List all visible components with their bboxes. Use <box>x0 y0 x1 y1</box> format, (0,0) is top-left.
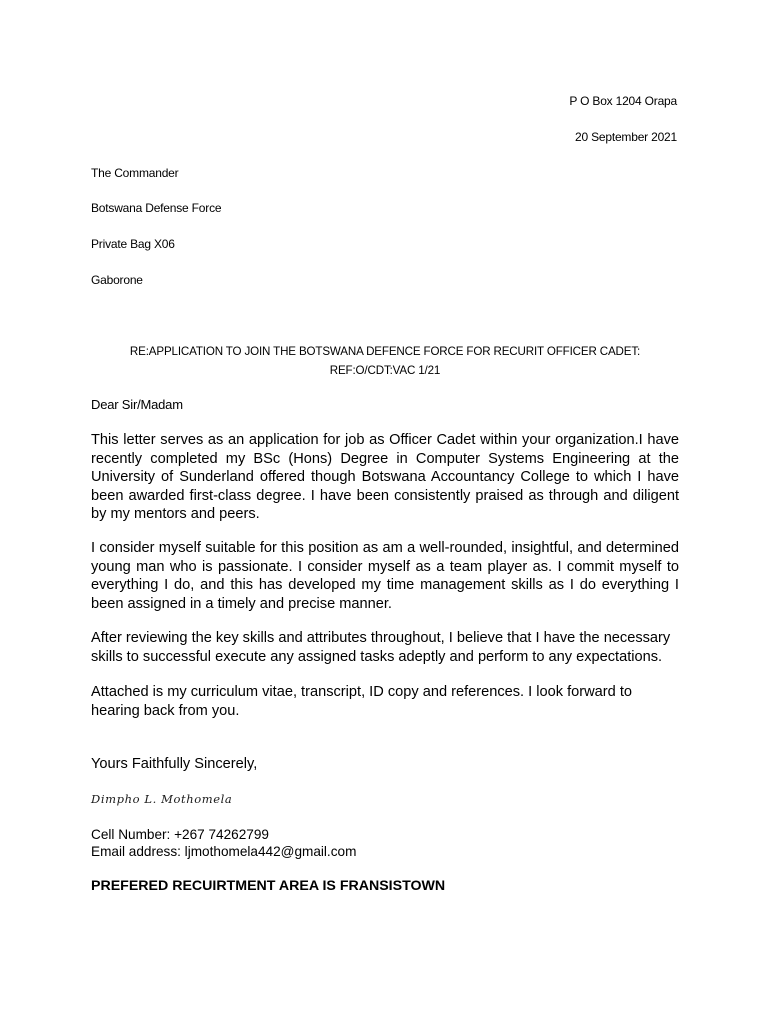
signature: Dimpho L. Mothomela <box>91 792 233 806</box>
subject-line <box>91 342 679 380</box>
closing: Yours Faithfully Sincerely, <box>91 756 258 772</box>
recipient-organization: Botswana Defense Force <box>91 201 222 215</box>
cell-number: Cell Number: +267 74262799 <box>91 827 269 842</box>
preferred-area-note: PREFERED RECUIRTMENT AREA IS FRANSISTOWN <box>91 878 446 894</box>
salutation: Dear Sir/Madam <box>91 397 183 412</box>
subject-line-1: RE:APPLICATION TO JOIN THE BOTSWANA DEFENCE FORCE FOR RECURIT OFFICER CADET: <box>129 345 641 358</box>
subject-line-2: REF:O/CDT:VAC 1/21 <box>329 364 441 377</box>
letter-date: 20 September 2021 <box>574 130 677 144</box>
paragraph-4: Attached is my curriculum vitae, transcript, ID copy and references. I look forward to hearing back from you. <box>91 684 632 719</box>
recipient-title: The Commander <box>91 166 179 180</box>
paragraph-1: This letter serves as an application for job as Officer Cadet within your organization.I have recently completed my BSc (Hons) Degree in Computer Systems Engineering at the University of Sunderland offered though Botswana Accountancy College to which I have been awarded first-class degree. I have been consistently praised as through and diligent by my mentors and peers. <box>91 432 679 523</box>
paragraph-2: I consider myself suitable for this position as am a well-rounded, insightful, and determined young man who is passionate. I consider myself as a team player as. I commit myself to everything I do, and this has developed my time management skills as I do everything I been assigned in a timely and precise manner. <box>91 540 679 612</box>
recipient-bag: Private Bag X06 <box>91 237 175 251</box>
email-address: Email address: ljmothomela442@gmail.com <box>91 844 357 859</box>
paragraph-3: After reviewing the key skills and attributes throughout, I believe that I have the necessary skills to successful execute any assigned tasks adeptly and perform to any expectations. <box>91 630 671 665</box>
sender-address: P O Box 1204 Orapa <box>569 94 677 108</box>
recipient-city: Gaborone <box>91 273 143 287</box>
contact-block <box>91 826 356 860</box>
